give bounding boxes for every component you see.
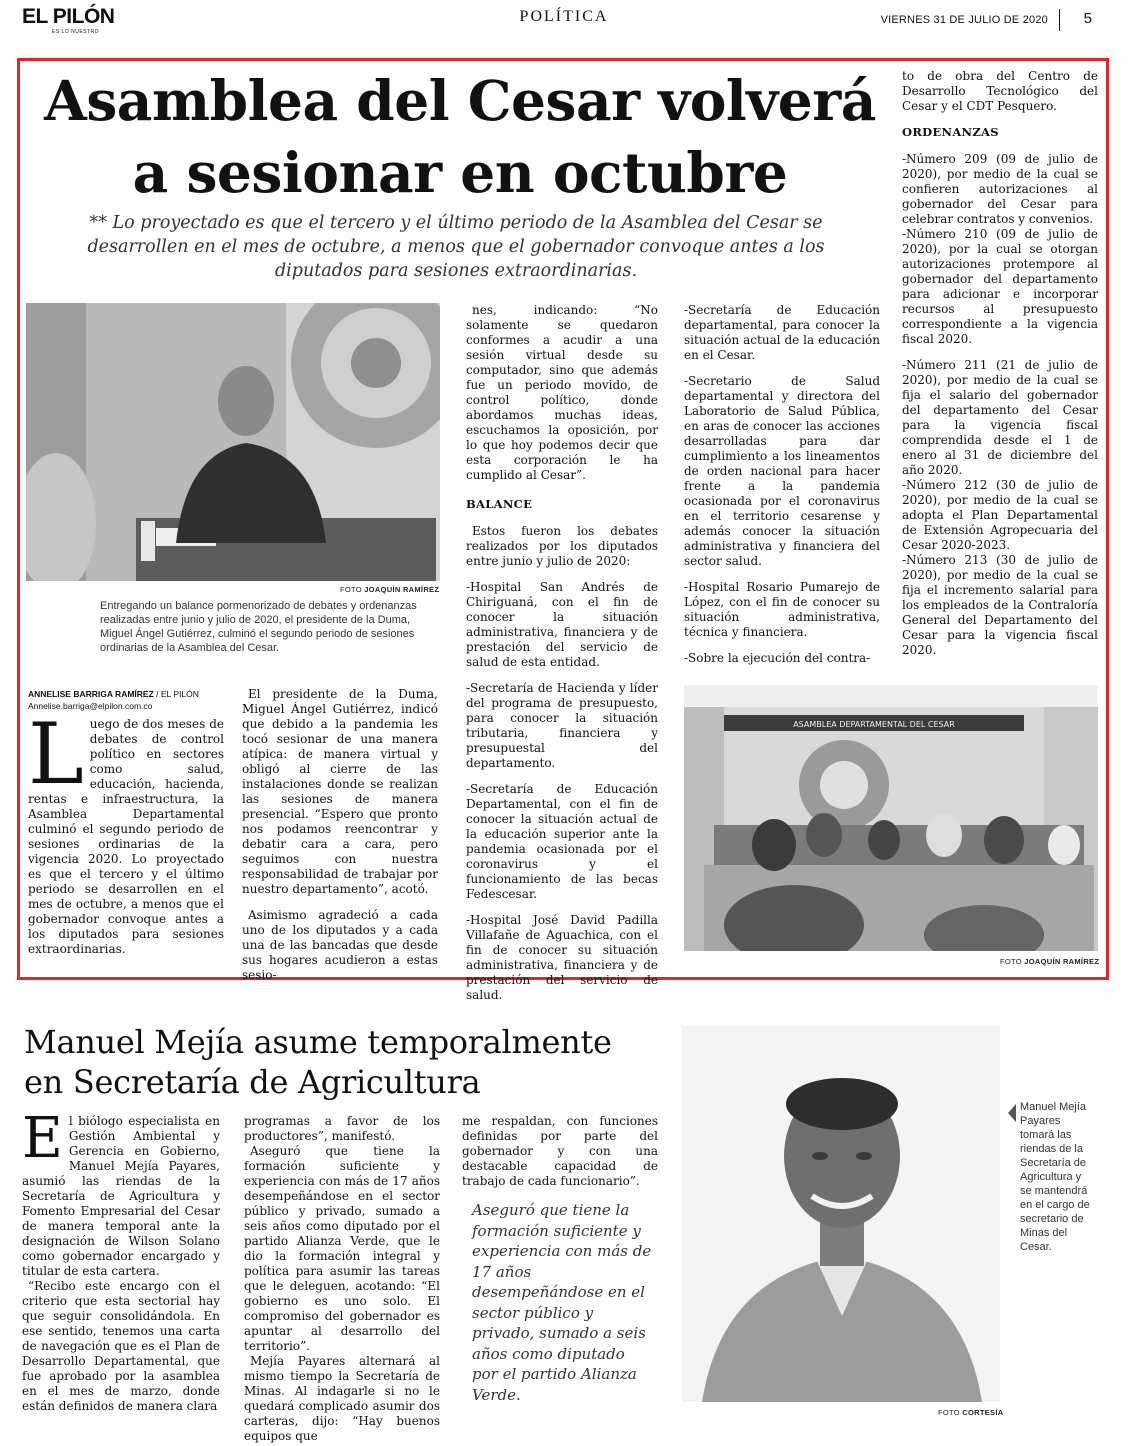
paragraph: -Sobre la ejecución del contra- xyxy=(684,651,871,665)
story1-column-3 xyxy=(466,303,658,1014)
paragraph: to de obra del Centro de Desarrollo Tecnológico del Cesar y el CDT Pesquero. xyxy=(902,69,1098,113)
paragraph: Mejía Payares alternará al mismo tiempo la Secretaría de Minas. Al indagarle si no le quedará complicado asumir dos carteras, dijo: “Hay buenos equipos que xyxy=(244,1354,440,1443)
story2-headline xyxy=(24,1022,664,1102)
issue-date: VIERNES 31 DE JULIO DE 2020 xyxy=(880,14,1048,26)
subhead-ordenanzas: ORDENANZAS xyxy=(902,125,999,139)
byline-email: Annelise.barriga@elpilon.com.co xyxy=(28,701,153,711)
paragraph: -Número 213 (30 de julio de 2020), por medio de la cual se fija el incremento salarial para los empleados de la Contraloría General del Departamento del Cesar para la vigencia fiscal 2020. xyxy=(902,553,1098,657)
dropcap: E xyxy=(22,1106,63,1171)
photo-manuel-mejia-caption: Manuel Mejía Payares tomará las riendas de la Secretaría de Agricultura y se mantendrá en el cargo de secretario de Minas del Cesar. xyxy=(1020,1101,1090,1253)
photo-assembly-room xyxy=(684,685,1098,951)
story2-column-2 xyxy=(244,1114,440,1444)
logo-tagline: ES LO NUESTRO xyxy=(52,29,100,35)
paragraph: uego de dos meses de debates de control político en sectores como salud, educación, hacienda, rentas e infraestructura, la Asamblea Departamental culminó el segundo periodo de sesiones ordinarias de la vigencia 2020. Lo proyectado es que el tercero y el último periodo se desarrollen en el mes de octubre, a menos que el gobernador convoque antes a los diputados para sesiones extraordinarias. xyxy=(28,717,224,956)
caption-pointer xyxy=(1008,1104,1016,1122)
story1-column-4 xyxy=(684,303,880,666)
credit-name: CORTESÍA xyxy=(962,1408,1004,1417)
credit-name: JOAQUÍN RAMÍREZ xyxy=(364,585,440,594)
page-divider xyxy=(1059,9,1060,31)
paragraph: -Secretaría de Educación departamental, para conocer la situación actual de la educación en el Cesar. xyxy=(684,303,880,362)
paragraph: “Recibo este encargo con el criterio que esta sectorial hay que seguir consolidándola. En ese sentido, tenemos una carta de navegación que es el Plan de Desarrollo Departamental, que fue aprobado por la asamblea en el mes de marzo, donde están definidos de manera clara xyxy=(22,1279,220,1413)
masthead xyxy=(22,5,1106,35)
byline-outlet: / EL PILÓN xyxy=(156,689,199,699)
photo-manuel-mejia-image xyxy=(682,1026,1000,1402)
subhead-balance: BALANCE xyxy=(466,497,533,511)
story2-column-3 xyxy=(462,1114,658,1189)
paragraph: -Secretaría de Hacienda y líder del programa de presupuesto, para conocer la situación tributaria, financiera y presupuestal del departamento. xyxy=(466,681,658,770)
caption-pointer xyxy=(174,581,210,590)
photo-assembly-president xyxy=(26,303,440,581)
dropcap: L xyxy=(28,705,84,803)
photo-assembly-room-image xyxy=(684,685,1098,951)
paragraph: Aseguró que tiene la formación suficiente y experiencia con más de 17 años desempeñándose en el sector público y privado, sumado a seis años como diputado por el partido Alianza Verde, que le dio la formación integral y política para asumir las tareas que le deleguen, acotando: “El gobierno es uno solo. El compromiso del gobernador es apuntar al desarrollo del territorio”. xyxy=(244,1144,440,1353)
headline-line-1: Asamblea del Cesar volverá xyxy=(44,68,876,133)
photo-president-image xyxy=(26,303,440,581)
paragraph: l biólogo especialista en Gestión Ambiental y Gerencia en Gobierno, Manuel Mejía Payares, asumió las riendas de la Secretaría de Agricultura y Fomento Empresarial del Cesar de manera temporal ante la designación de Wilson Solano como gobernador encargado y titular de esta cartera. xyxy=(22,1114,220,1278)
paragraph: -Hospital Rosario Pumarejo de López, con el fin de conocer su situación administrativa, técnica y financiera. xyxy=(684,580,880,639)
paragraph: -Secretario de Salud departamental y directora del Laboratorio de Salud Pública, en aras de conocer las acciones desarrolladas para dar cumplimiento a los lineamentos de orden nacional para hacer frente a la pandemia ocasionada por el coronavirus en el territorio cesarense y además conocer la situación administrativa y financiera del sector salud. xyxy=(684,374,880,568)
headline-line-2: a sesionar en octubre xyxy=(132,140,788,205)
photo1-credit xyxy=(340,585,439,594)
credit-prefix: FOTO xyxy=(340,585,362,594)
paragraph: El presidente de la Duma, Miguel Ángel Gutiérrez, indicó que debido a la pandemia les tocó sesionar de una manera atípica: de manera virtual y obligó al cierre de las instalaciones donde se realizan las sesiones de manera presencial. “Espero que pronto nos podamos reencontrar y debatir cara a cara, pero seguimos con nuestra responsabilidad de trabajar por nuestro departamento”, acotó. xyxy=(242,687,438,896)
story1-deck: ** Lo proyectado es que el tercero y el último periodo de la Asamblea del Cesar se desarrollen en el mes de octubre, a menos que el gobernador convoque antes a los diputados para sesiones extraordinarias. xyxy=(87,213,825,281)
assembly-sign: ASAMBLEA DEPARTAMENTAL DEL CESAR xyxy=(793,720,955,729)
story2-column-1 xyxy=(22,1106,220,1414)
headline-line-2: en Secretaría de Agricultura xyxy=(24,1063,481,1101)
story1-headline xyxy=(30,65,890,209)
paragraph: nes, indicando: “No solamente se quedaron conformes a acudir a una sesión virtual desde su computador, sino que además fue un periodo movido, de control político, donde abordamos muchas ideas, escuchamos la oposición, por lo que hoy podemos decir que esta corporación le ha cumplido al Cesar”. xyxy=(466,303,658,482)
credit-name: JOAQUÍN RAMÍREZ xyxy=(1024,957,1100,966)
paragraph: -Número 209 (09 de julio de 2020), por medio de la cual se confieren autorizaciones al gobernador del Cesar para celebrar contratos y convenios. xyxy=(902,152,1098,226)
story-asamblea xyxy=(17,58,1109,1002)
section-name: POLÍTICA xyxy=(519,8,609,25)
story1-column-2 xyxy=(242,687,438,994)
paragraph: Asimismo agradeció a cada uno de los diputados y a cada una de las bancadas que desde sus hogares acudieron a estas sesio- xyxy=(242,908,438,982)
photo-manuel-mejia xyxy=(682,1026,1000,1402)
credit-prefix: FOTO xyxy=(1000,957,1022,966)
photo1-caption: Entregando un balance pormenorizado de debates y ordenanzas realizadas entre junio y julio de 2020, el presidente de la Duma, Miguel Ángel Gutiérrez, culminó el segundo periodo de sesiones ordinarias de la Asamblea del Cesar. xyxy=(100,600,417,654)
newspaper-logo: EL PILÓN xyxy=(22,5,115,28)
paragraph: -Hospital San Andrés de Chiriguaná, con el fin de conocer la situación administrativa, financiera y de prestación del servicio de salud de esta entidad. xyxy=(466,580,658,669)
paragraph: -Número 211 (21 de julio de 2020), por medio de la cual se fija el salario del gobernador del departamento del Cesar para la vigencia fiscal comprendida desde el 1 de enero al 31 de diciembre del año 2020. xyxy=(902,358,1098,477)
paragraph: -Número 210 (09 de julio de 2020), por la cual se otorgan autorizaciones protempore al gobernador del departamento para adicionar e incorporar recursos al presupuesto correspondiente a la vigencia fiscal 2020. xyxy=(902,227,1098,346)
photo3-credit xyxy=(938,1408,1003,1417)
paragraph: programas a favor de los productores”, manifestó. xyxy=(244,1114,440,1143)
paragraph: me respaldan, con funciones definidas por parte del gobernador y con una destacable capacidad de trabajo de cada funcionario”. xyxy=(462,1114,658,1188)
paragraph: -Número 212 (30 de julio de 2020), por medio de la cual se adopta el Plan Departamental de Extensión Agropecuaria del Cesar 2020-2023. xyxy=(902,478,1098,552)
pull-quote: Aseguró que tiene la formación suficiente y experiencia con más de 17 años desempeñándose en el sector público y privado, sumado a seis años como diputado por el partido Alianza Verde. xyxy=(472,1201,652,1404)
paragraph: -Hospital José David Padilla Villafañe de Aguachica, con el fin de conocer su situación administrativa, financiera y de prestación del servicio de salud. xyxy=(466,913,658,1002)
paragraph: -Secretaría de Educación Departamental, con el fin de conocer la situación actual de la educación superior ante la pandemia ocasionada por el coronavirus y el funcionamiento de las becas Fedescesar. xyxy=(466,782,658,901)
credit-prefix: FOTO xyxy=(938,1408,960,1417)
photo2-credit xyxy=(1000,957,1099,966)
paragraph: Estos fueron los debates realizados por los diputados entre junio y julio de 2020: xyxy=(466,524,658,568)
story1-column-5 xyxy=(902,69,1098,658)
headline-line-1: Manuel Mejía asume temporalmente xyxy=(24,1023,612,1061)
page-number: 5 xyxy=(1083,10,1092,27)
byline-author: ANNELISE BARRIGA RAMÍREZ xyxy=(28,689,154,699)
